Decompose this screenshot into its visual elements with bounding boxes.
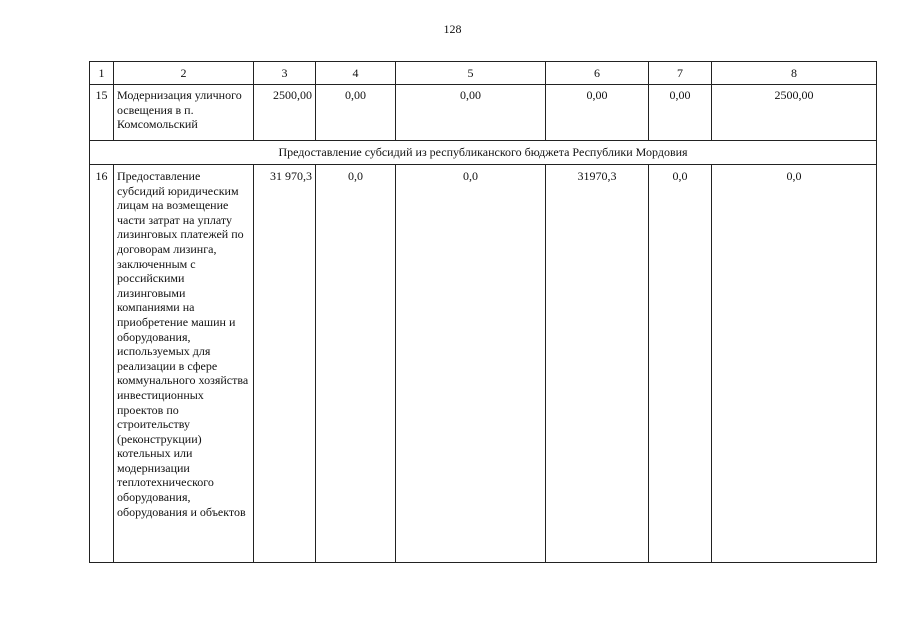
budget-table — [89, 61, 877, 563]
column-header: 8 — [712, 62, 877, 85]
column-header: 5 — [396, 62, 546, 85]
section-title: Предоставление субсидий из республиканского бюджета Республики Мордовия — [90, 141, 877, 165]
page-number: 128 — [443, 22, 462, 36]
column-header: 3 — [254, 62, 316, 85]
cell-col8: 2500,00 — [712, 85, 877, 141]
cell-col4: 0,00 — [316, 85, 396, 141]
cell-col4: 0,0 — [316, 165, 396, 563]
column-header: 4 — [316, 62, 396, 85]
cell-col5: 0,0 — [396, 165, 546, 563]
column-header: 2 — [114, 62, 254, 85]
cell-col3: 31 970,3 — [254, 165, 316, 563]
cell-col3: 2500,00 — [254, 85, 316, 141]
table-row — [90, 165, 877, 563]
row-name: Модернизация уличного освещения в п. Комсомольский — [114, 85, 254, 141]
row-number: 16 — [90, 165, 114, 563]
cell-col7: 0,0 — [649, 165, 712, 563]
cell-col7: 0,00 — [649, 85, 712, 141]
column-header: 7 — [649, 62, 712, 85]
cell-col6: 0,00 — [546, 85, 649, 141]
row-name: Предоставление субсидий юридическим лицам на возмещение части затрат на уплату лизинговых платежей по договорам лизинга, заключенным с российскими лизинговыми компаниями на приобретение машин и оборудования, используемых для реализации в сфере коммунального хозяйства инвестиционных проектов по строительству (реконструкции) котельных или модернизации теплотехнического оборудования, оборудования и объектов — [114, 165, 254, 563]
column-header-row — [90, 62, 877, 85]
row-number: 15 — [90, 85, 114, 141]
cell-col5: 0,00 — [396, 85, 546, 141]
cell-col8: 0,0 — [712, 165, 877, 563]
column-header: 6 — [546, 62, 649, 85]
table-row — [90, 85, 877, 141]
column-header: 1 — [90, 62, 114, 85]
section-row — [90, 141, 877, 165]
cell-col6: 31970,3 — [546, 165, 649, 563]
